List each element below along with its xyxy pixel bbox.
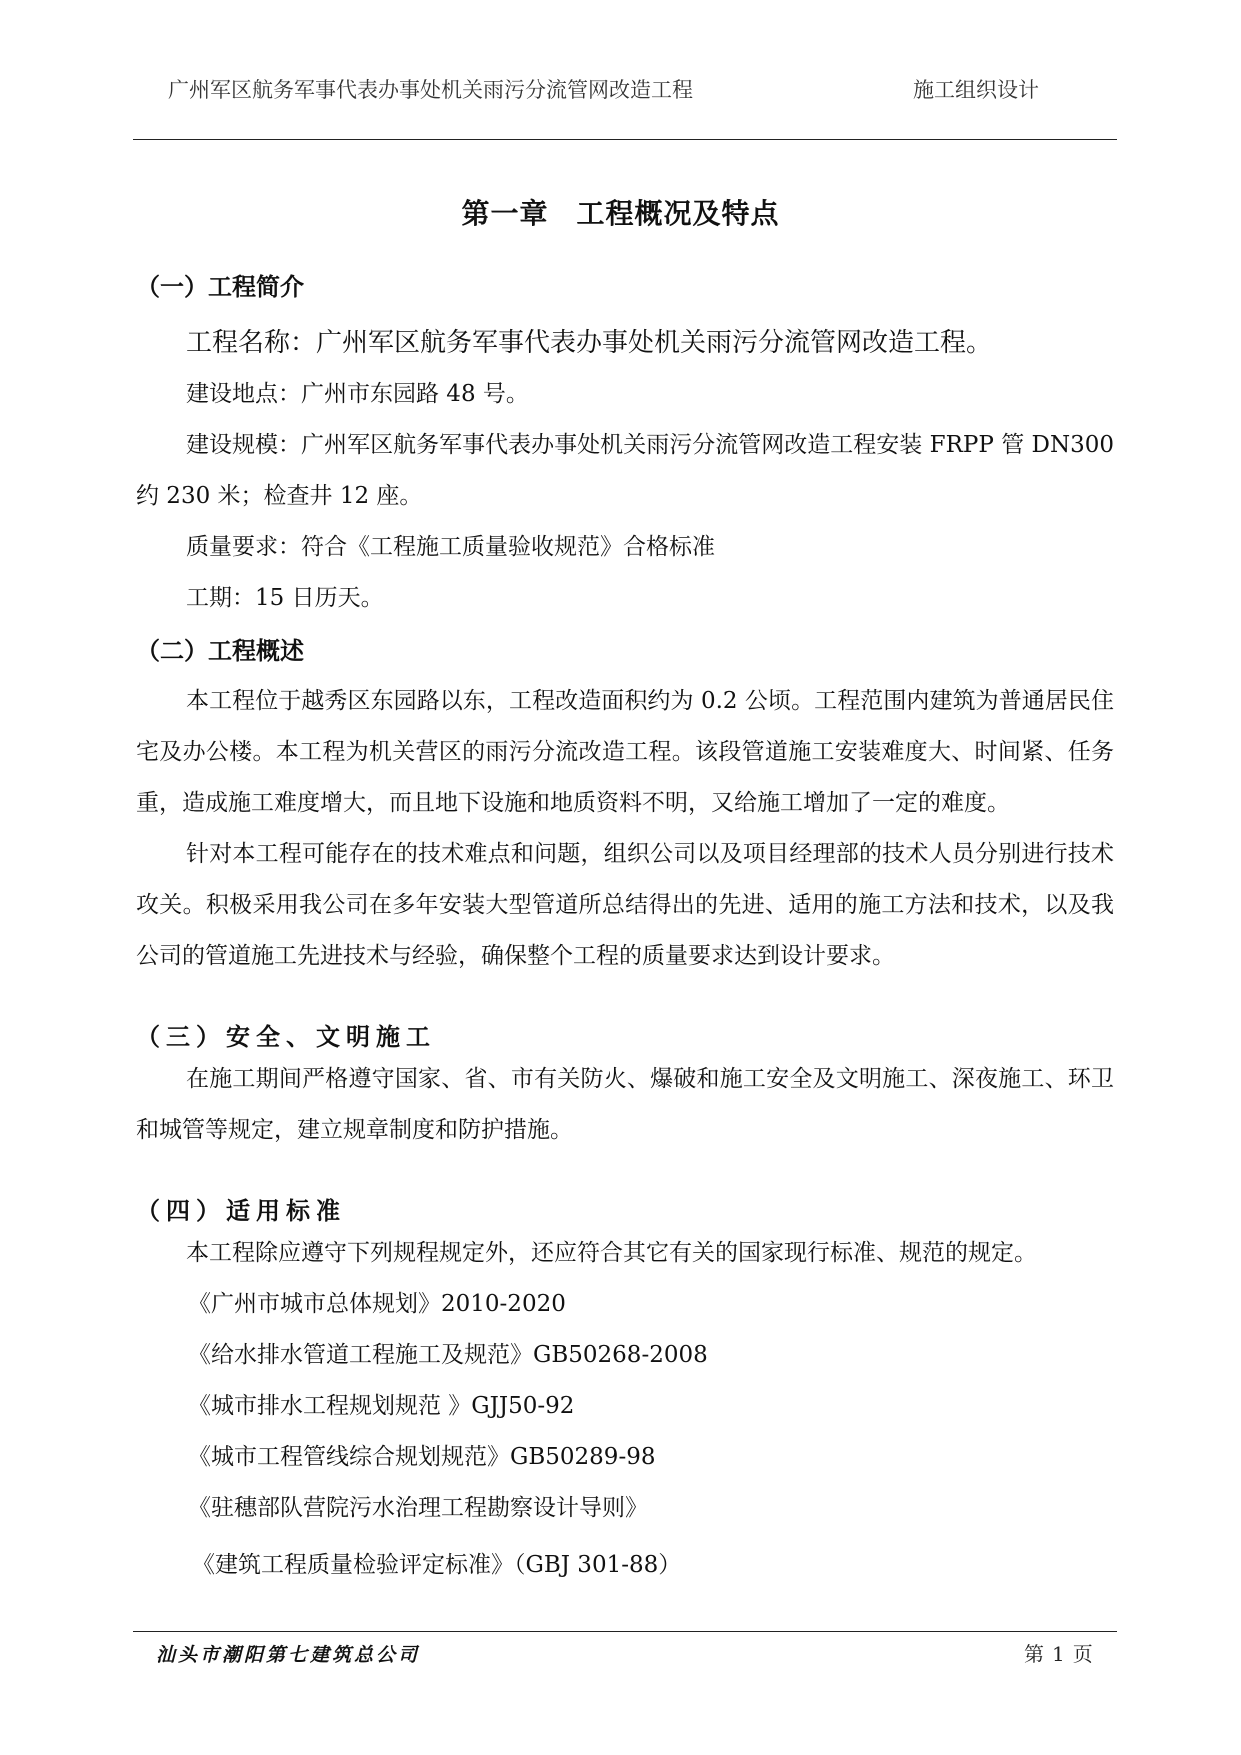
project-quality-line: 质量要求：符合《工程施工质量验收规范》合格标准	[186, 534, 715, 560]
header-rule	[133, 139, 1117, 140]
safety-paragraph: 在施工期间严格遵守国家、省、市有关防火、爆破和施工安全及文明施工、深夜施工、环卫和城管等规定，建立规章制度和防护措施。	[136, 1066, 1114, 1143]
chapter-number: 第一章	[461, 197, 549, 230]
standards-intro: 本工程除应遵守下列规程规定外，还应符合其它有关的国家现行标准、规范的规定。	[186, 1240, 1037, 1266]
page-prefix: 第	[1024, 1642, 1044, 1666]
chapter-title	[0, 192, 1241, 232]
standard-ref: 《驻穗部队营院污水治理工程勘察设计导则》	[188, 1495, 648, 1521]
summary-paragraph-1: 本工程位于越秀区东园路以东，工程改造面积约为 0.2 公顷。工程范围内建筑为普通居民住宅及办公楼。本工程为机关营区的雨污分流改造工程。该段管道施工安装难度大、时间紧、任务重，造成施工难度增大，而且地下设施和地质资料不明，又给施工增加了一定的难度。	[136, 688, 1114, 816]
project-period-line: 工期：15 日历天。	[186, 585, 384, 611]
summary-paragraph-2: 针对本工程可能存在的技术难点和问题，组织公司以及项目经理部的技术人员分别进行技术攻关。积极采用我公司在多年安装大型管道所总结得出的先进、适用的施工方法和技术，以及我公司的管道施工先进技术与经验，确保整个工程的质量要求达到设计要求。	[136, 841, 1114, 969]
standard-ref: 《广州市城市总体规划》2010-2020	[188, 1291, 566, 1317]
section-heading-safety: （三）安全、文明施工	[136, 1023, 436, 1051]
standard-ref: 《城市排水工程规划规范 》GJJ50-92	[188, 1393, 575, 1419]
project-name-line: 工程名称：广州军区航务军事代表办事处机关雨污分流管网改造工程。	[186, 328, 993, 358]
main-content	[136, 270, 1114, 1591]
standard-ref: 《城市工程管线综合规划规范》GB50289-98	[188, 1444, 656, 1470]
page-suffix: 页	[1072, 1642, 1093, 1666]
standard-ref: 《建筑工程质量检验评定标准》（GBJ 301-88）	[192, 1552, 682, 1578]
section-heading-summary: （二）工程概述	[136, 637, 304, 665]
section-heading-overview: （一）工程简介	[136, 273, 304, 301]
footer-rule	[133, 1631, 1117, 1632]
page-number	[1020, 1638, 1097, 1667]
page-number-value: 1	[1052, 1642, 1065, 1666]
header-project-title: 广州军区航务军事代表办事处机关雨污分流管网改造工程	[168, 78, 693, 102]
project-location-line: 建设地点：广州市东园路 48 号。	[186, 381, 529, 407]
footer-company: 汕头市潮阳第七建筑总公司	[156, 1644, 421, 1666]
running-header	[168, 74, 1075, 108]
header-doc-type: 施工组织设计	[913, 78, 1039, 102]
section-heading-standards: （四）适用标准	[136, 1197, 346, 1225]
standard-ref: 《给水排水管道工程施工及规范》GB50268-2008	[188, 1342, 708, 1368]
project-scale-line: 建设规模：广州军区航务军事代表办事处机关雨污分流管网改造工程安装 FRPP 管 DN300 约 230 米；检查井 12 座。	[136, 432, 1114, 509]
chapter-name: 工程概况及特点	[576, 197, 780, 230]
